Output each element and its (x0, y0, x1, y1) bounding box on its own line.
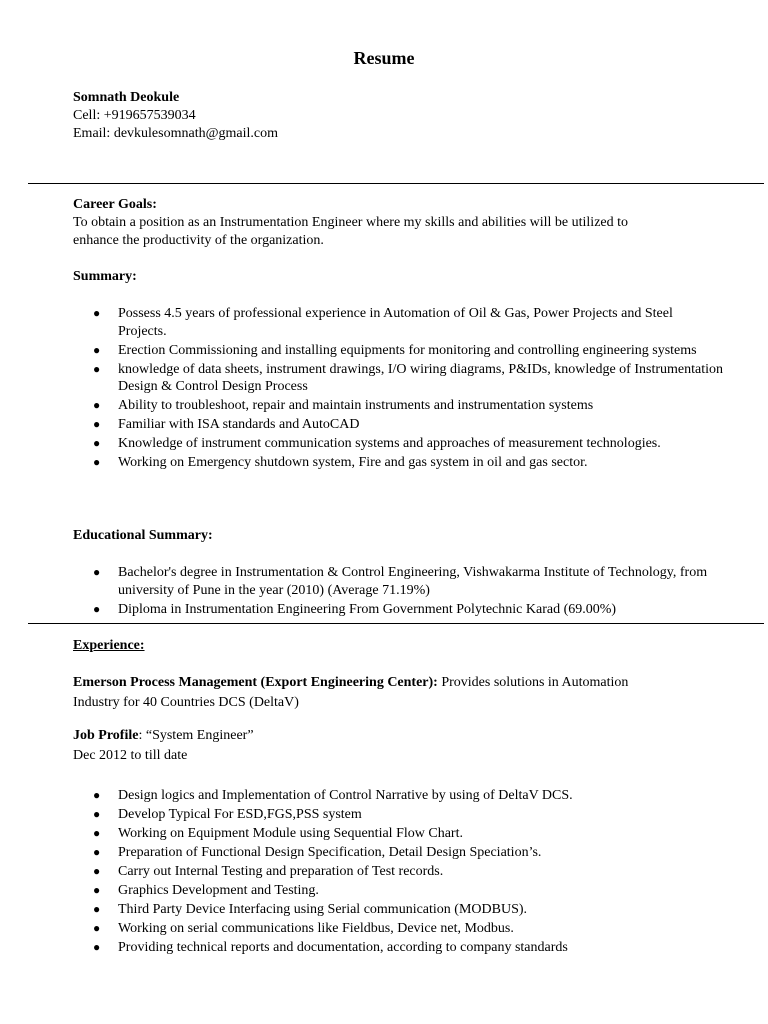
list-item-text: knowledge of data sheets, instrument drawings, I/O wiring diagrams, P&IDs, knowledge of Instrumentation Design & Control Design Process (118, 361, 723, 394)
contact-block (73, 89, 713, 143)
list-item-text: Diploma in Instrumentation Engineering From Government Polytechnic Karad (69.00%) (118, 601, 617, 617)
bullet-icon: ● (93, 902, 101, 916)
email-address: Email: devkulesomnath@gmail.com (73, 126, 278, 141)
list-item-text: Knowledge of instrument communication systems and approaches of measurement technologies. (118, 436, 661, 451)
bullet-icon: ● (93, 845, 101, 859)
page-title: Resume (353, 48, 415, 68)
list-item (73, 454, 723, 472)
bullet-icon: ● (93, 940, 101, 954)
list-item (73, 361, 723, 396)
bullet-icon: ● (93, 306, 101, 320)
list-item-text: Working on Equipment Module using Sequential Flow Chart. (118, 826, 463, 841)
list-item (73, 825, 723, 843)
bullet-icon: ● (93, 864, 101, 878)
list-item-text: Ability to troubleshoot, repair and maintain instruments and instrumentation systems (118, 398, 594, 413)
job-profile-label: Job Profile (73, 728, 139, 743)
bullet-icon: ● (93, 455, 101, 469)
list-item (73, 844, 723, 862)
list-item (73, 397, 723, 415)
list-item-text: Carry out Internal Testing and preparation of Test records. (118, 864, 444, 879)
bullet-icon: ● (93, 826, 101, 840)
career-goals-section (73, 196, 713, 250)
list-item-text: Working on serial communications like Fieldbus, Device net, Modbus. (118, 921, 514, 936)
job-dates: Dec 2012 to till date (73, 748, 188, 763)
list-item-text: Erection Commissioning and installing equipments for monitoring and controlling engineering systems (118, 342, 697, 358)
experience-heading: Experience: (73, 638, 145, 653)
experience-list (73, 787, 723, 958)
list-item-text: Working on Emergency shutdown system, Fire and gas system in oil and gas sector. (118, 455, 588, 470)
list-item (73, 435, 723, 453)
bullet-icon: ● (93, 807, 101, 821)
list-item (73, 305, 723, 340)
list-item-text: Third Party Device Interfacing using Serial communication (MODBUS). (118, 902, 528, 917)
list-item-text: Graphics Development and Testing. (118, 883, 319, 898)
career-goals-text-line2: enhance the productivity of the organization. (73, 233, 324, 248)
list-item (73, 863, 723, 881)
bullet-icon: ● (93, 436, 101, 450)
education-list (73, 564, 723, 620)
list-item (73, 601, 723, 619)
list-item (73, 939, 723, 957)
list-item (73, 806, 723, 824)
education-heading: Educational Summary: (73, 528, 213, 543)
list-item (73, 787, 723, 805)
company-description: Provides solutions in Automation (437, 675, 629, 690)
bullet-icon: ● (93, 788, 101, 802)
summary-list (73, 305, 723, 473)
list-item-text: Develop Typical For ESD,FGS,PSS system (118, 807, 362, 822)
list-item (73, 901, 723, 919)
list-item (73, 882, 723, 900)
list-item-text: Providing technical reports and documentation, according to company standards (118, 940, 568, 955)
bullet-icon: ● (93, 398, 101, 412)
divider-middle (28, 623, 764, 624)
divider-top (28, 183, 764, 184)
career-goals-text-line1: To obtain a position as an Instrumentation Engineer where my skills and abilities will be utilized to (73, 215, 629, 230)
list-item (73, 342, 723, 360)
list-item-text: Familiar with ISA standards and AutoCAD (118, 417, 360, 432)
list-item-text: Possess 4.5 years of professional experience in Automation of Oil & Gas, Power Projects and Steel Projects. (118, 306, 673, 339)
bullet-icon: ● (93, 342, 101, 357)
company-description-cont: Industry for 40 Countries DCS (DeltaV) (73, 695, 299, 710)
job-profile-value: : “System Engineer” (138, 728, 254, 743)
bullet-icon: ● (93, 921, 101, 935)
cell-number: Cell: +919657539034 (73, 108, 196, 123)
list-item-text: Preparation of Functional Design Specification, Detail Design Speciation’s. (118, 845, 542, 860)
list-item (73, 564, 723, 599)
list-item (73, 920, 723, 938)
company-name: Emerson Process Management (Export Engineering Center): (73, 675, 438, 690)
bullet-icon: ● (93, 417, 101, 431)
job-profile-block (73, 726, 713, 766)
bullet-icon: ● (93, 601, 101, 616)
candidate-name: Somnath Deokule (73, 90, 180, 105)
list-item-text: Design logics and Implementation of Control Narrative by using of DeltaV DCS. (118, 788, 573, 803)
list-item (73, 416, 723, 434)
bullet-icon: ● (93, 883, 101, 897)
bullet-icon: ● (93, 565, 101, 579)
company-block (73, 673, 713, 713)
career-goals-heading: Career Goals: (73, 197, 157, 212)
summary-heading: Summary: (73, 269, 137, 284)
list-item-text: Bachelor's degree in Instrumentation & Control Engineering, Vishwakarma Institute of Technology, from university of Pune in the year (2010) (Average 71.19%) (118, 565, 708, 598)
bullet-icon: ● (93, 361, 101, 376)
